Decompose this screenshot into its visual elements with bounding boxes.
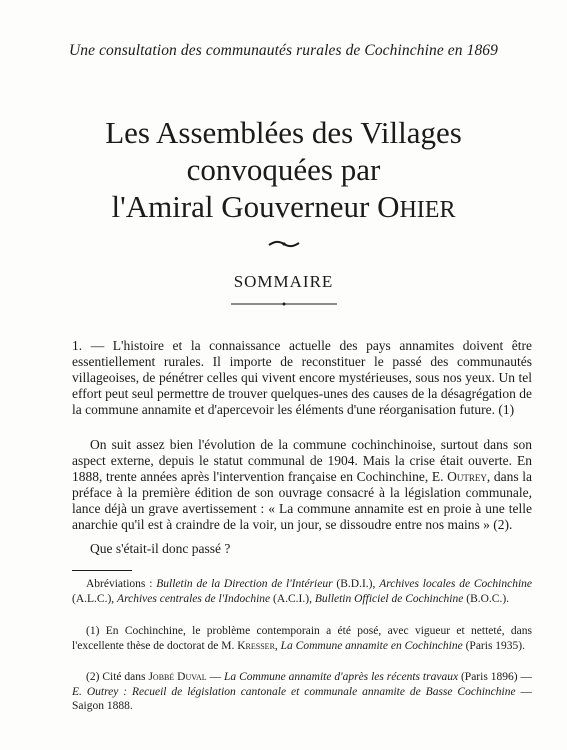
footnote-2-author: Jobbé Duval: [148, 671, 207, 683]
abbrev-title-3: Archives centrales de l'Indochine: [117, 592, 271, 605]
title-ornament: [0, 236, 567, 254]
abbrev-label: Abréviations :: [86, 578, 157, 590]
article-title: [20, 114, 547, 229]
abbrev-code-4: (B.O.C.).: [463, 592, 510, 605]
paragraph-1-text-b: , dans la préface à la première édition de son ouvrage consacré à la législation communale, lance déjà un grave avertissement : « La commune annamite est en proie à une telle anarchie qu'il est à craindre de la voir, un jour, se dissoudre entre nos mains » (2).: [72, 469, 532, 532]
running-head: Une consultation des communautés rurales de Cochinchine en 1869: [68, 42, 499, 59]
abbrev-title-4: Bulletin Officiel de Cochinchine: [314, 592, 464, 605]
section-rule: [0, 295, 567, 313]
footnote-2: [72, 670, 532, 714]
title-line-1: Les Assemblées des Villages: [105, 115, 462, 150]
footnote-2-title-2: E. Outrey : Recueil de législation cantonale et communale annamite de Basse Cochinchine: [72, 685, 516, 698]
summary-paragraph: 1. — L'histoire et la connaissance actuelle des pays annamites doivent être essentiellement rurales. Il importe de reconstituer le passé des communautés villageoises, de pénétrer celles qui vivent encore mystérieuses, sous nos yeux. Un tel effort peut seul permettre de trouver quelques-unes des causes de la désagrégation de la commune annamite et d'apercevoir les éléments d'une réorganisation future. (1): [72, 338, 532, 417]
title-name-initial: O: [377, 189, 400, 224]
title-line-3-prefix: l'Amiral Gouverneur: [111, 189, 378, 224]
footnote-1-title: La Commune annamite en Cochinchine: [280, 639, 463, 652]
footnote-2-text-d: — Saigon 1888.: [72, 685, 532, 712]
footnote-1-text-b: ,: [274, 639, 281, 652]
title-line-3: [20, 188, 547, 229]
ornament-icon: [267, 239, 301, 249]
footnote-2-text-b: —: [206, 671, 225, 683]
abbrev-title-2: Archives locales de Cochinchine: [379, 578, 532, 590]
divider-rule-icon: [229, 300, 339, 308]
abbrev-code-3: (A.C.I.),: [270, 592, 315, 605]
abbrev-title-1: Bulletin de la Direction de l'Intérieur: [156, 578, 333, 590]
footnote-2-title-1: La Commune annamite d'après les récents travaux: [224, 671, 459, 683]
title-line-2: convoquées par: [186, 152, 381, 187]
title-name-rest: HIER: [399, 197, 456, 223]
section-heading: SOMMAIRE: [233, 272, 334, 291]
footnote-2-text-c: (Paris 1896) —: [458, 671, 532, 683]
body-paragraph-1: [72, 437, 532, 533]
abbrev-code-2: (A.L.C.),: [72, 592, 118, 605]
footnote-1-text-c: (Paris 1935).: [462, 639, 526, 652]
footnote-2-text-a: (2) Cité dans: [86, 671, 149, 683]
footnote-1: [72, 624, 532, 653]
paragraph-1-text-a: On suit assez bien l'évolution de la commune cochinchinoise, surtout dans son aspect externe, depuis le statut communal de 1904. Mais la crise était ouverte. En 1888, trente années après l'intervention française en Cochinchine,: [72, 437, 532, 484]
footnote-1-author: Kresser: [237, 639, 275, 652]
body-paragraph-2: Que s'était-il donc passé ?: [90, 541, 231, 556]
abbrev-code-1: (B.D.I.),: [332, 578, 380, 590]
footnote-separator: [72, 570, 132, 571]
footnote-abbreviations: [72, 577, 532, 606]
footnote-1-text-a: (1) En Cochinchine, le problème contemporain a été posé, avec vigueur et netteté, dans l'excellente thèse de doctorat de M.: [72, 625, 532, 652]
paragraph-1-author: E. Outrey: [431, 469, 487, 484]
